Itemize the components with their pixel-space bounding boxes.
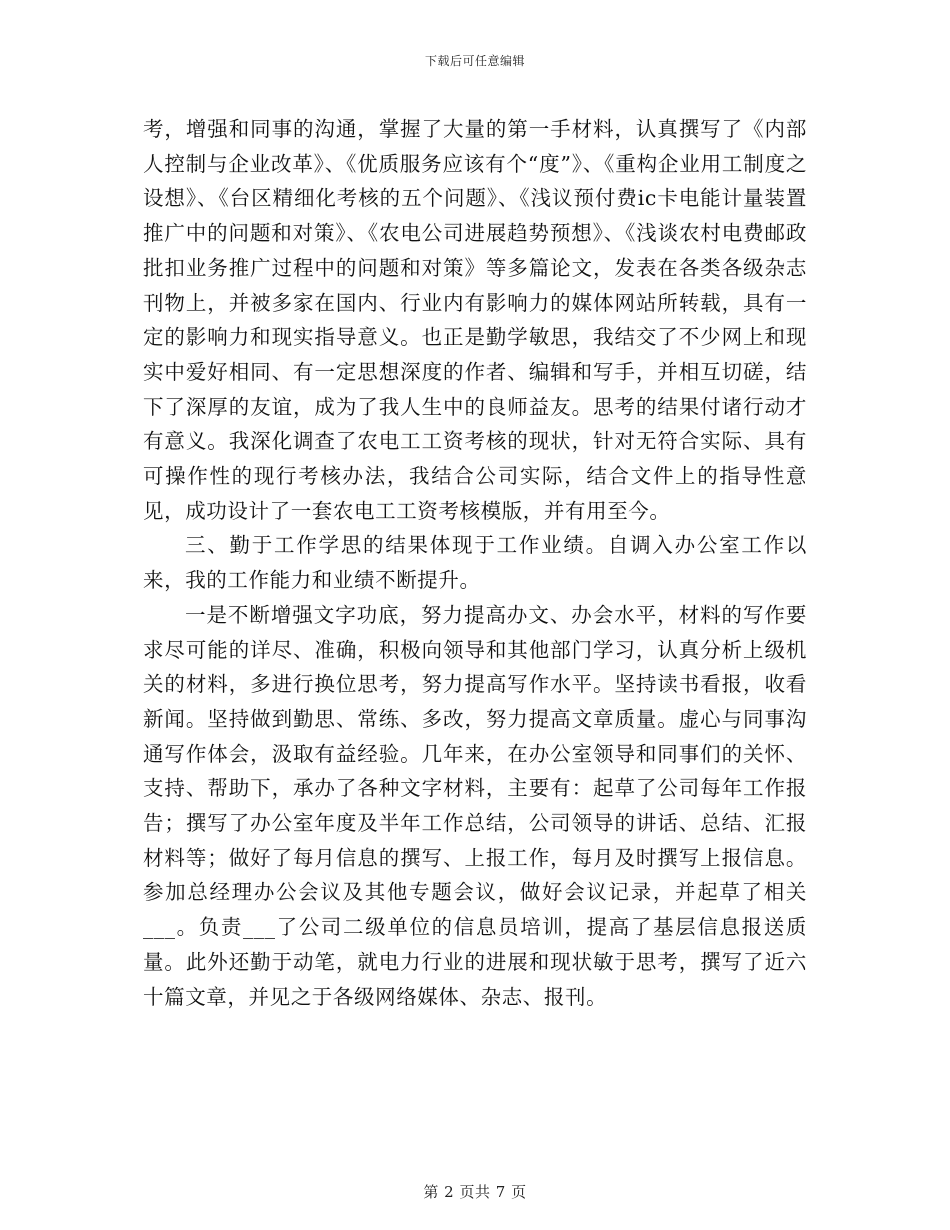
page-footer: 第 2 页共 7 页 — [423, 1183, 527, 1201]
paragraph-3: 一是不断增强文字功底，努力提高办文、办会水平，材料的写作要求尽可能的详尽、准确，积极向领导和其他部门学习，认真分析上级机关的材料，多进行换位思考，努力提高写作水平。坚持读书看报，收看新闻。坚持做到勤思、常练、多改，努力提高文章质量。虚心与同事沟通写作体会，汲取有益经验。几年来，在办公室领导和同事们的关怀、支持、帮助下，承办了各种文字材料，主要有：起草了公司每年工作报告；撰写了办公室年度及半年工作总结，公司领导的讲话、总结、汇报材料等；做好了每月信息的撰写、上报工作，每月及时撰写上报信息。参加总经理办公会议及其他专题会议，做好会议记录，并起草了相关___。负责___了公司二级单位的信息员培训，提高了基层信息报送质量。此外还勤于动笔，就电力行业的进展和现状敏于思考，撰写了近六十篇文章，并见之于各级网络媒体、杂志、报刊。 — [143, 602, 807, 1009]
page-header: 下载后可任意编辑 — [424, 54, 525, 68]
paragraph-1: 考，增强和同事的沟通，掌握了大量的第一手材料，认真撰写了《内部人控制与企业改革》、《优质服务应该有个“度”》、《重构企业用工制度之设想》、《台区精细化考核的五个问题》、《浅议预付费ic卡电能计量装置推广中的问题和对策》、《农电公司进展趋势预想》、《浅谈农村电费邮政批扣业务推广过程中的问题和对策》等多篇论文，发表在各类各级杂志刊物上，并被多家在国内、行业内有影响力的媒体网站所转载，具有一定的影响力和现实指导意义。也正是勤学敏思，我结交了不少网上和现实中爱好相同、有一定思想深度的作者、编辑和写手，并相互切磋，结下了深厚的友谊，成为了我人生中的良师益友。思考的结果付诸行动才有意义。我深化调查了农电工工资考核的现状，针对无符合实际、具有可操作性的现行考核办法，我结合公司实际，结合文件上的指导性意见，成功设计了一套农电工工资考核模版，并有用至今。 — [143, 117, 807, 523]
document-body — [143, 112, 807, 1014]
paragraph-2: 三、勤于工作学思的结果体现于工作业绩。自调入办公室工作以来，我的工作能力和业绩不断提升。 — [143, 533, 807, 593]
